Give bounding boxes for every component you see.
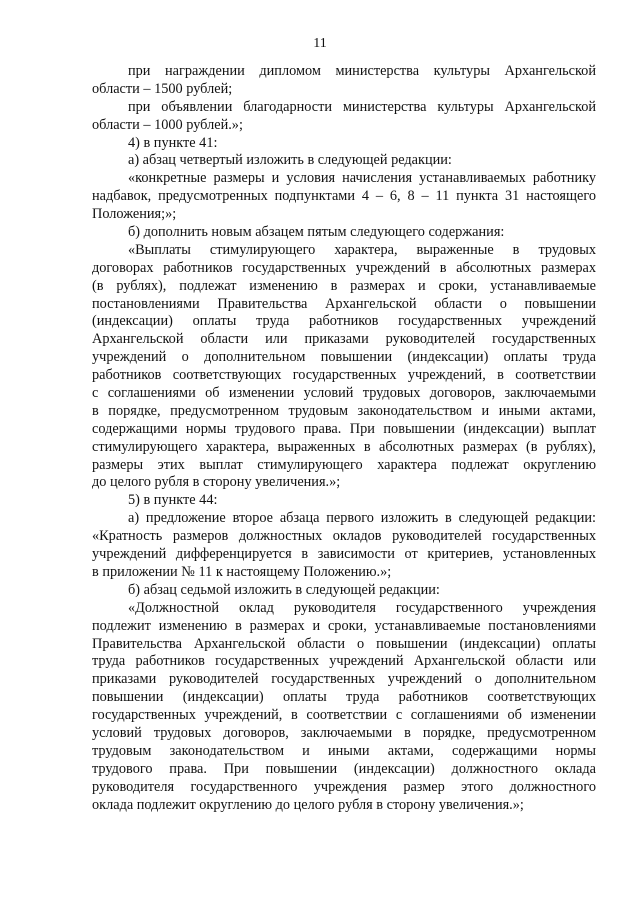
text-line: области – 1000 рублей.»; [92, 116, 243, 133]
text-line: руководителя государственного учреждения размер этого должностного [92, 778, 596, 795]
text-line: повышении (индексации) оплаты труда работников соответствующих [92, 689, 596, 706]
text-line: до целого рубля в сторону увеличения.»; [92, 474, 341, 491]
text-line: 4) в пункте 41: [128, 134, 218, 151]
text-line: (индексации) оплаты труда работников государственных учреждений [92, 313, 596, 330]
text-line: надбавок, предусмотренных подпунктами 4 – 6, 8 – 11 пункта 31 настоящего [92, 188, 596, 205]
text-line: с соглашениями об изменении условий трудовых договоров, заключаемыми [92, 385, 596, 402]
text-line: «Кратность размеров должностных окладов руководителей государственных [92, 528, 596, 545]
text-line: а) предложение второе абзаца первого изложить в следующей редакции: [128, 510, 596, 527]
text-line: (в рублях), подлежат изменению в размерах и сроки, устанавливаемые [92, 277, 596, 294]
text-line: «Выплаты стимулирующего характера, выраженные в трудовых [128, 241, 596, 258]
text-line: размеры этих выплат стимулирующего характера подлежат округлению [92, 456, 596, 473]
text-line: приказами руководителей государственных учреждений о дополнительном [92, 671, 596, 688]
text-line: содержащими нормы трудового права. При повышении (индексации) выплат [92, 420, 596, 437]
text-line: учреждений о дополнительном повышении (индексации) оплаты труда [92, 349, 596, 366]
text-line: области – 1500 рублей; [92, 80, 233, 97]
text-line: Архангельской области или приказами руководителей государственных [92, 331, 596, 348]
document-body [92, 63, 596, 814]
text-line: постановлениями Правительства Архангельской области о повышении [92, 295, 596, 312]
text-line: при награждении дипломом министерства культуры Архангельской [128, 63, 596, 79]
text-line: трудовым законодательством и иными актами, содержащими нормы [92, 742, 596, 759]
text-line: при объявлении благодарности министерства культуры Архангельской [128, 98, 596, 115]
text-line: стимулирующего характера, выраженных в абсолютных размерах (в рублях), [92, 438, 596, 455]
text-line: в приложении № 11 к настоящему Положению.»; [92, 563, 392, 580]
text-line: б) дополнить новым абзацем пятым следующего содержания: [128, 224, 505, 241]
text-line: «Должностной оклад руководителя государственного учреждения [128, 599, 596, 616]
text-line: трудового права. При повышении (индексации) должностного оклада [92, 760, 596, 777]
text-line: труда работников государственных учреждений Архангельской области или [92, 653, 596, 670]
text-line: Положения;»; [92, 206, 177, 223]
text-line: подлежит изменению в размерах и сроки, устанавливаемые постановлениями [92, 617, 596, 634]
page-number: 11 [313, 36, 327, 51]
text-line: а) абзац четвертый изложить в следующей редакции: [128, 152, 452, 169]
text-line: в порядке, предусмотренном трудовым законодательством и иными актами, [92, 402, 596, 419]
text-line: работников соответствующих государственных учреждений, в соответствии [92, 367, 596, 384]
text-line: Правительства Архангельской области о повышении (индексации) оплаты [92, 635, 596, 652]
text-line: «конкретные размеры и условия начисления устанавливаемых работнику [128, 170, 596, 187]
text-line: условий трудовых договоров, заключаемыми в порядке, предусмотренном [92, 724, 596, 741]
text-line: договорах работников государственных учреждений в абсолютных размерах [92, 259, 596, 276]
text-line: учреждений дифференцируется в зависимости от критериев, установленных [92, 546, 596, 563]
text-line: оклада подлежит округлению до целого рубля в сторону увеличения.»; [92, 796, 524, 813]
text-line: государственных учреждений, в соответствии с соглашениями об изменении [92, 707, 596, 724]
text-line: 5) в пункте 44: [128, 492, 218, 509]
text-line: б) абзац седьмой изложить в следующей редакции: [128, 581, 440, 598]
